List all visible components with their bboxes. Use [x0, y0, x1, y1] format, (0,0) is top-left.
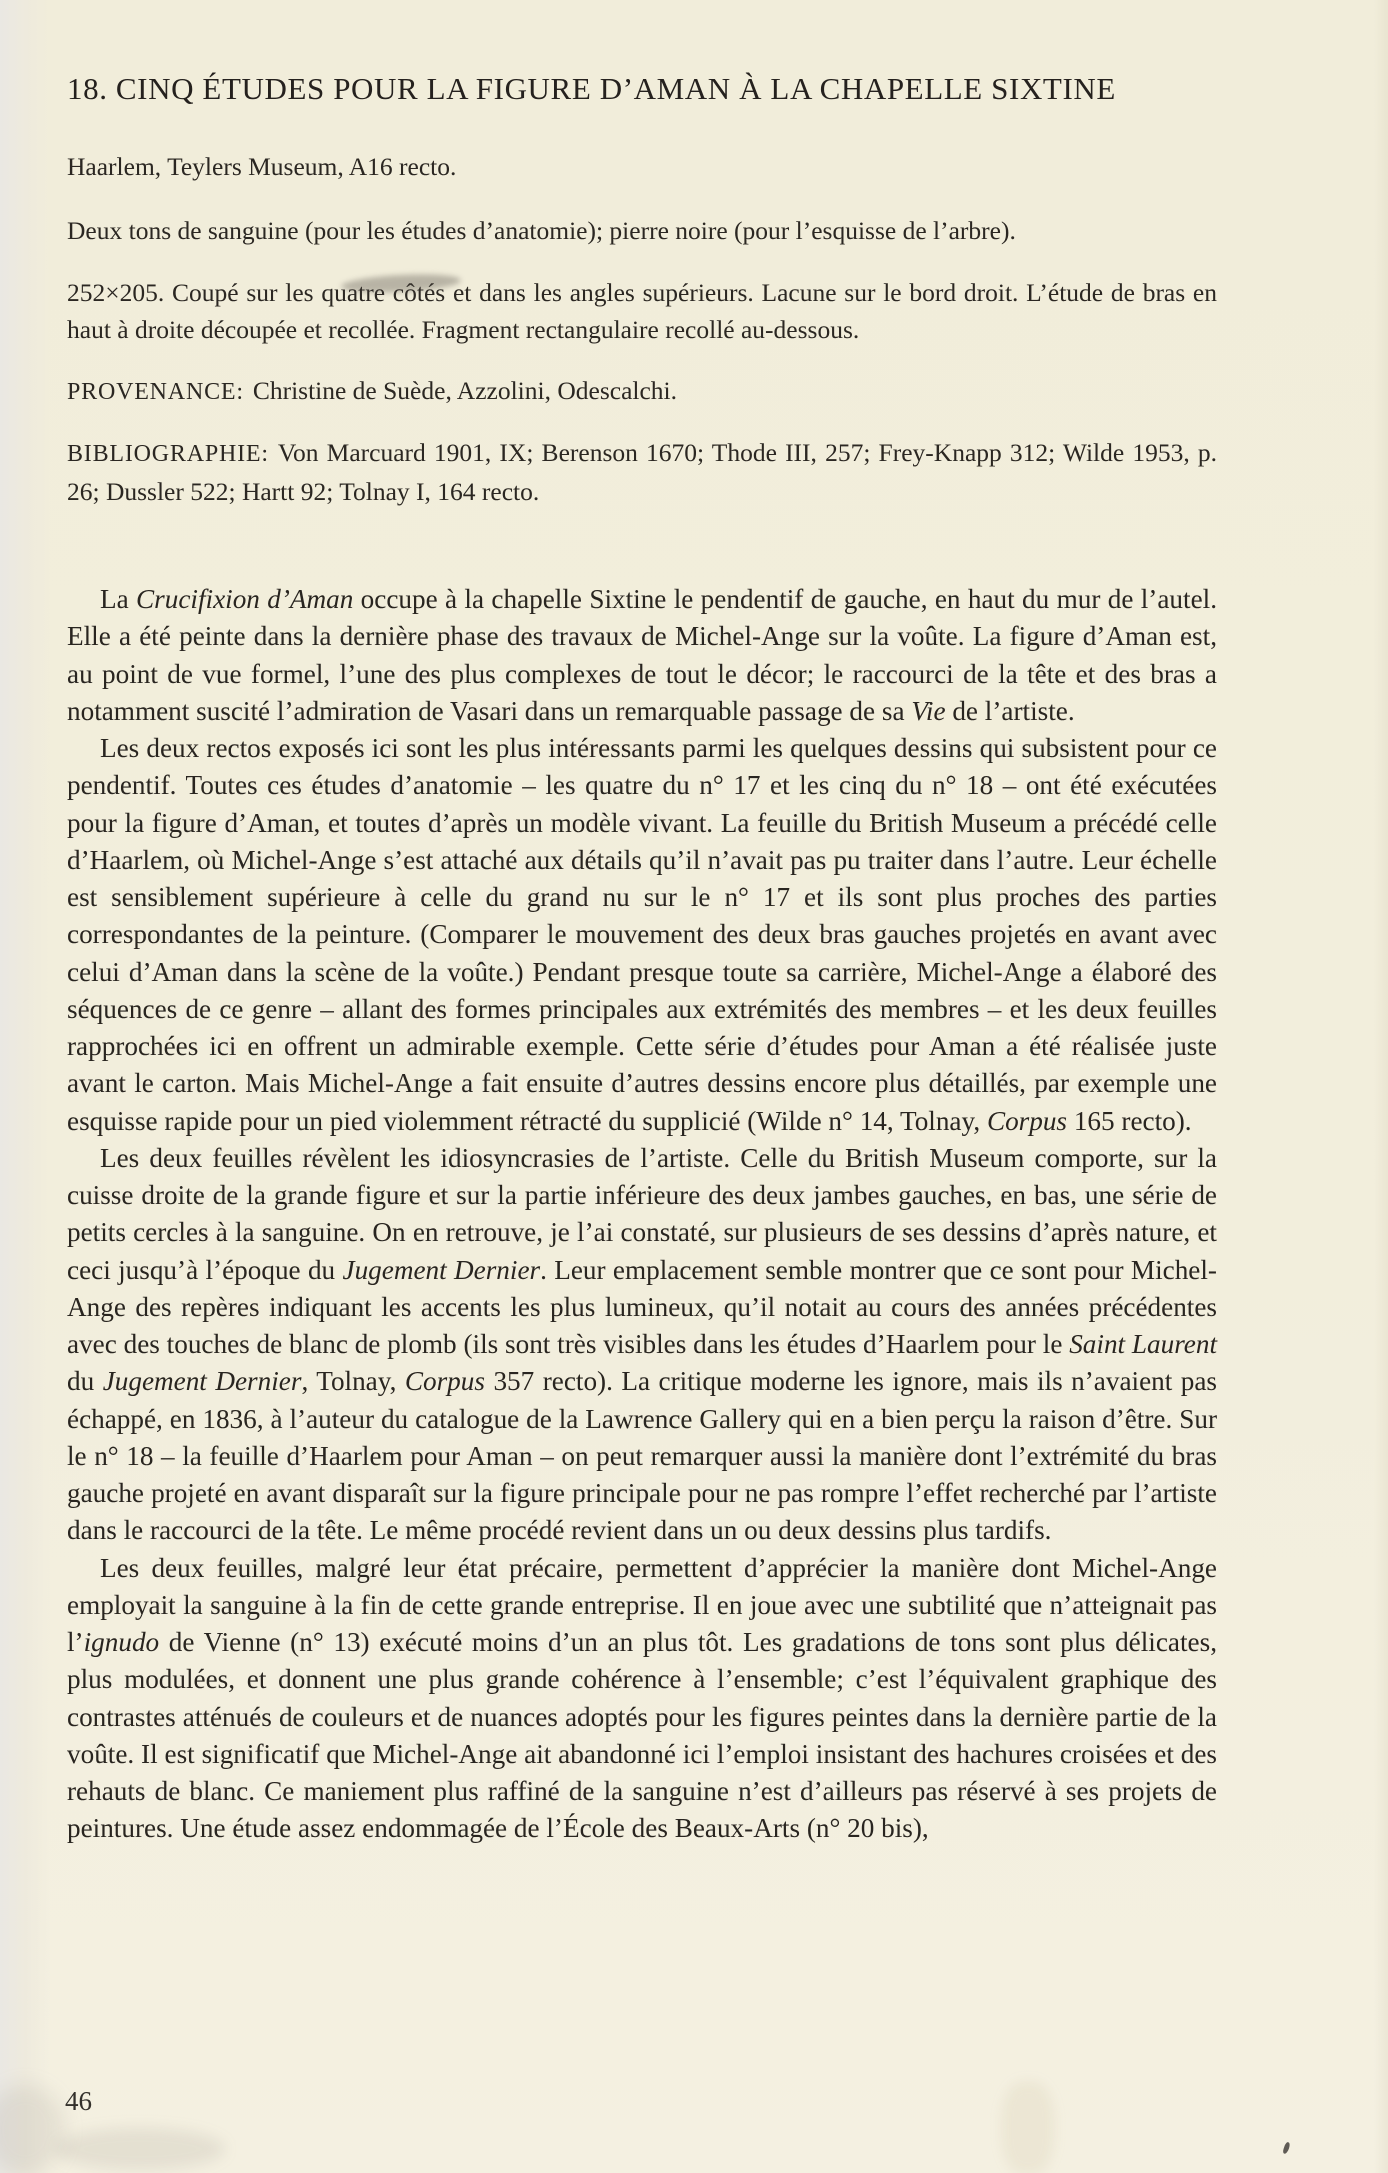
- page-number: 46: [65, 2086, 92, 2116]
- italic-run: Jugement Dernier: [342, 1254, 541, 1285]
- provenance-value: Christine de Suède, Azzolini, Odescalchi.: [252, 376, 677, 405]
- text-run: de Vienne (n° 13) exécuté moins d’un an plus tôt. Les gradations de tons sont plus délicates, plus modulées, et donnent une plus grande cohérence à l’ensemble; c’est l’équivalent graphique des contrastes atténués de couleurs et de nuances adoptés pour les figures peintes dans la dernière partie de la voûte. Il est significatif que Michel-Ange ait abandonné ici l’emploi insistant des hachures croisées et des rehauts de blanc. Ce maniement plus raffiné de la sanguine n’est d’ailleurs pas réservé à ses projets de peintures. Une étude assez endommagée de l’École des Beaux-Arts (n° 20 bis),: [67, 1627, 1217, 1844]
- italic-run: Jugement Dernier: [102, 1366, 302, 1397]
- body-text: [67, 581, 1217, 1848]
- italic-run: Corpus: [986, 1105, 1068, 1136]
- stain-corner-left: [0, 2085, 65, 2173]
- text-run: . Leur emplacement semble montrer que ce sont pour Michel-Ange des repères indiquant les accents les plus lumineux, qu’il notait au cours des années précédentes avec des touches de blanc de plomb (ils sont très visibles dans les études d’Haarlem pour le: [67, 1254, 1217, 1359]
- bibliography-value: Von Marcuard 1901, IX; Berenson 1670; Thode III, 257; Frey-Knapp 312; Wilde 1953, p. 26; Dussler 522; Hartt 92; Tolnay I, 164 recto.: [67, 438, 1217, 506]
- text-run: Les deux feuilles, malgré leur état précaire, permettent d’apprécier la manière dont Michel-Ange employait la sanguine à la fin de cette grande entreprise. Il en joue avec une subtilité que n’atteignait pas l’: [67, 1552, 1217, 1657]
- provenance-label: PROVENANCE:: [67, 379, 244, 405]
- italic-run: ignudo: [83, 1627, 160, 1657]
- bibliography-line: [67, 434, 1217, 510]
- text-run: 357 recto). La critique moderne les ignore, mais ils n’avaient pas échappé, en 1836, à l’auteur du catalogue de la Lawrence Gallery qui en a bien perçu la raison d’être. Sur le n° 18 – la feuille d’Haarlem pour Aman – on peut remarquer aussi la manière dont l’extrémité du bras gauche projeté en avant disparaît sur la figure principale pour ne pas rompre l’effet recherché par l’artiste dans le raccourci de la tête. Le même procédé revient dans un ou deux dessins plus tardifs.: [67, 1366, 1218, 1546]
- page-edge-shadow-right: [1374, 0, 1388, 2173]
- body-paragraph: [67, 730, 1217, 1140]
- italic-run: Saint Laurent: [1069, 1329, 1217, 1359]
- italic-run: Crucifixion d’Aman: [136, 584, 354, 614]
- dimensions-line: 252×205. Coupé sur les quatre côtés et dans les angles supérieurs. Lacune sur le bord droit. L’étude de bras en haut à droite découpée et recollée. Fragment rectangulaire recollé au-dessous.: [67, 278, 1217, 344]
- entry-title: 18. CINQ ÉTUDES POUR LA FIGURE D’AMAN À LA CHAPELLE SIXTINE: [67, 70, 1116, 106]
- text-run: de l’artiste.: [945, 695, 1075, 726]
- text-run: Les deux feuilles révèlent les idiosyncrasies de l’artiste. Celle du British Museum comporte, sur la cuisse droite de la grande figure et sur la partie inférieure des deux jambes gauches, en bas, une série de petits cercles à la sanguine. On en retrouve, je l’ai constaté, sur plusieurs de ses dessins d’après nature, et ceci jusqu’à l’époque du: [67, 1142, 1217, 1285]
- stain-bottom-left: [55, 2128, 225, 2170]
- italic-run: Vie: [911, 695, 946, 726]
- body-paragraph: [67, 1140, 1217, 1550]
- body-paragraph: [67, 1550, 1217, 1848]
- bibliography-label: BIBLIOGRAPHIE:: [67, 441, 269, 467]
- stain-bottom-right: [1002, 2082, 1054, 2173]
- text-run: , Tolnay,: [301, 1366, 405, 1397]
- text-run: La: [100, 584, 137, 614]
- ink-speck: [1282, 2142, 1290, 2155]
- text-run: Les deux rectos exposés ici sont les plus intéressants parmi les quelques dessins qui subsistent pour ce pendentif. Toutes ces études d’anatomie – les quatre du n° 17 et les cinq du n° 18 – ont été exécutées pour la figure d’Aman, et toutes d’après un modèle vivant. La feuille du British Museum a précédé celle d’Haarlem, où Michel-Ange s’est attaché aux détails qu’il n’avait pas pu traiter dans l’autre. Leur échelle est sensiblement supérieure à celle du grand nu sur le n° 17 et ils sont plus proches des parties correspondantes de la peinture. (Comparer le mouvement des deux bras gauches projetés en avant avec celui d’Aman dans la scène de la voûte.) Pendant presque toute sa carrière, Michel-Ange a élaboré des séquences de ce genre – allant des formes principales aux extrémités des membres – et les deux feuilles rapprochées ici en offrent un admirable exemple. Cette série d’études pour Aman a été réalisée juste avant le carton. Mais Michel-Ange a fait ensuite d’autres dessins encore plus détaillés, par exemple une esquisse rapide pour un pied violemment rétracté du supplicié (Wilde n° 14, Tolnay,: [67, 733, 1217, 1136]
- text-run: occupe à la chapelle Sixtine le pendentif de gauche, en haut du mur de l’autel. Elle a été peinte dans la dernière phase des travaux de Michel-Ange sur la voûte. La figure d’Aman est, au point de vue formel, l’une des plus complexes de tout le décor; le raccourci de la tête et des bras a notamment suscité l’admiration de Vasari dans un remarquable passage de sa: [67, 584, 1217, 726]
- text-run: du: [67, 1366, 103, 1397]
- body-paragraph: [67, 581, 1217, 730]
- collection-line: Haarlem, Teylers Museum, A16 recto.: [67, 152, 457, 181]
- text-run: 165 recto).: [1067, 1105, 1192, 1136]
- page-edge-shadow-left: [0, 0, 50, 2173]
- medium-line: Deux tons de sanguine (pour les études d’anatomie); pierre noire (pour l’esquisse de l’arbre).: [67, 216, 1016, 245]
- provenance-line: [67, 372, 1217, 411]
- italic-run: Corpus: [404, 1366, 485, 1397]
